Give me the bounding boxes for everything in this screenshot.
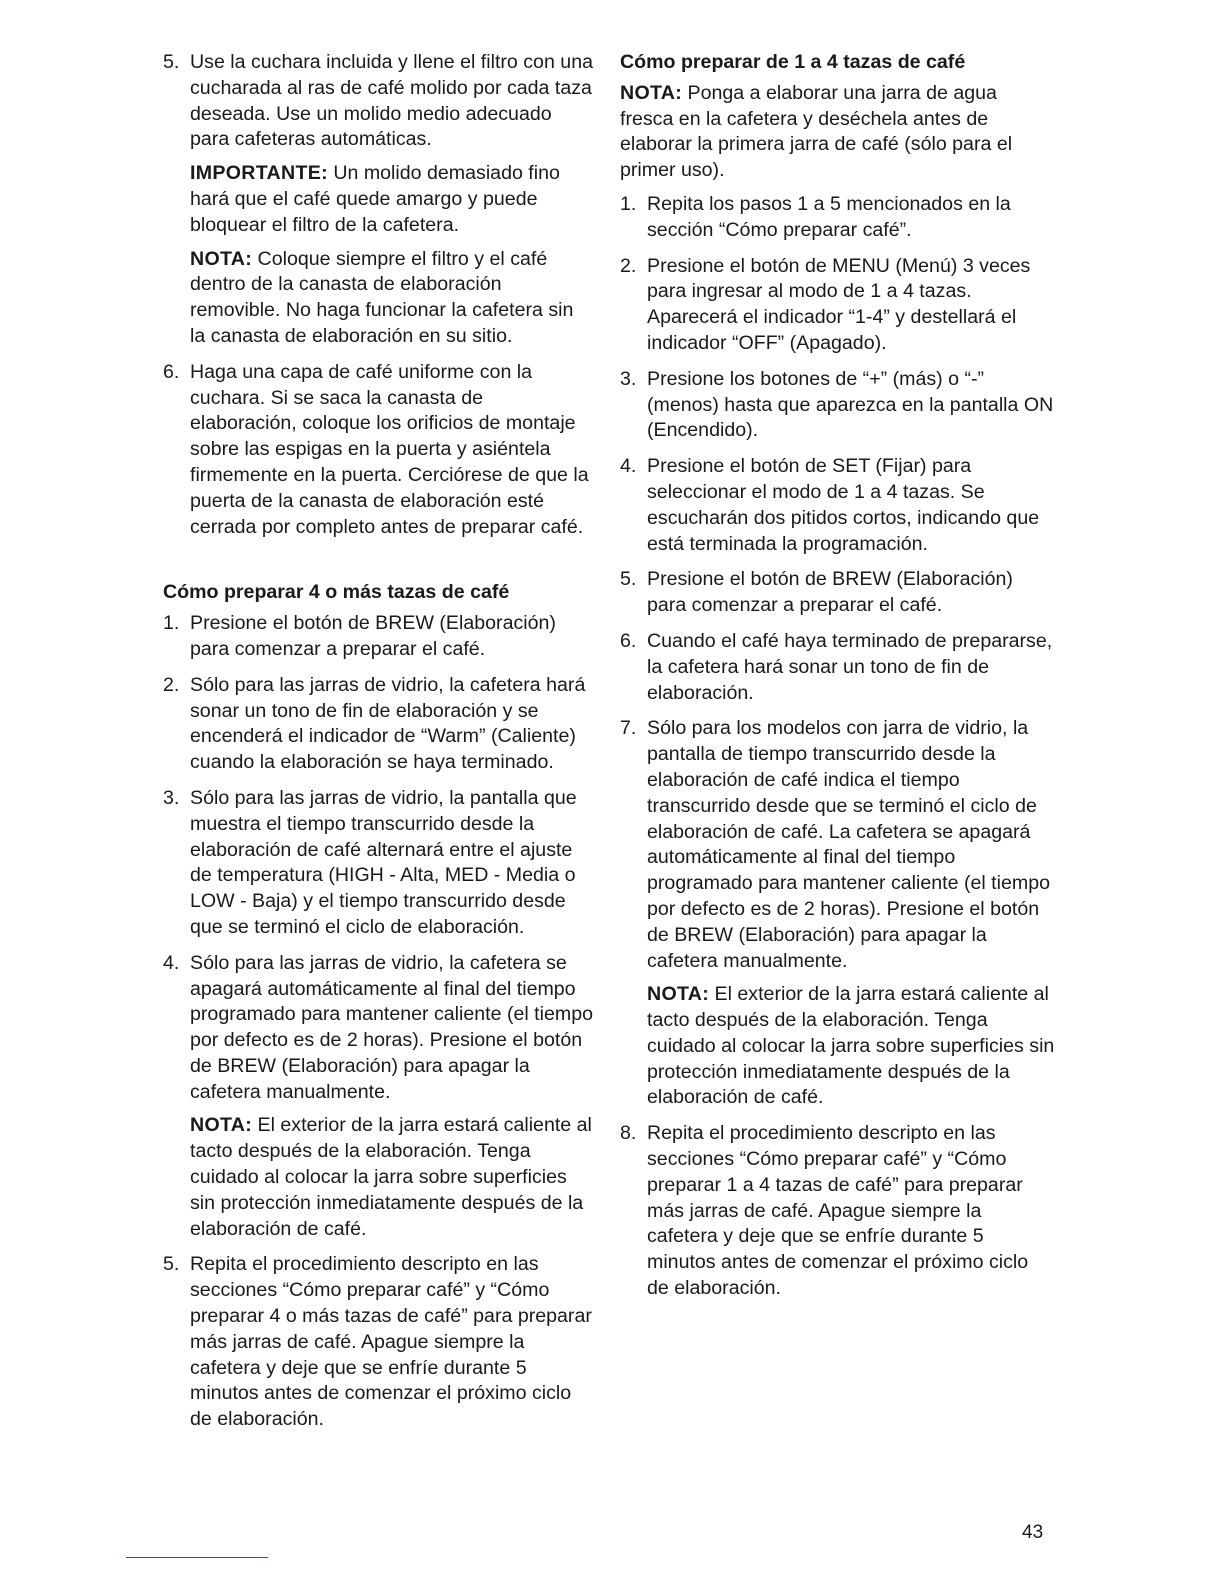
item-number: 1. xyxy=(163,612,180,635)
list-item xyxy=(163,786,593,941)
item-text: Presione el botón de BREW (Elaboración) para comenzar a preparar el café. xyxy=(190,612,556,660)
list-item xyxy=(163,1252,593,1433)
item-number: 6. xyxy=(620,629,637,652)
note-text: Ponga a elaborar una jarra de agua fresca en la cafetera y deséchela antes de elaborar la primera jarra de café (sólo para el primer uso). xyxy=(620,81,1013,182)
item-text: Presione los botones de “+” (más) o “-” (menos) hasta que aparezca en la pantalla ON (Encendido). xyxy=(647,367,1054,442)
item-number: 8. xyxy=(620,1122,637,1145)
list-item xyxy=(620,567,1055,619)
item-text: Presione el botón de SET (Fijar) para seleccionar el modo de 1 a 4 tazas. Se escucharán dos pitidos cortos, indicando que está terminada la programación. xyxy=(647,455,1040,555)
item-text: Sólo para las jarras de vidrio, la pantalla que muestra el tiempo transcurrido desde la elaboración de café alternará entre el ajuste de temperatura (HIGH - Alta, MED - Media o LOW - Baja) y el tiempo transcurrido desde que se terminó el ciclo de elaboración. xyxy=(190,786,577,938)
note-text: Coloque siempre el filtro y el café dentro de la canasta de elaboración removible. No haga funcionar la cafetera sin la canasta de elaboración en su sitio. xyxy=(190,247,574,347)
item-number: 2. xyxy=(620,254,637,277)
list-item xyxy=(163,50,593,350)
carafe-note xyxy=(190,1113,593,1242)
list-item xyxy=(620,367,1055,444)
section-heading-1-to-4-cups: Cómo preparar de 1 a 4 tazas de café xyxy=(620,51,966,73)
page-number: 43 xyxy=(1022,1522,1044,1543)
item-number: 5. xyxy=(620,568,637,591)
item-number: 4. xyxy=(620,455,637,478)
first-use-note xyxy=(620,81,1055,184)
basket-note xyxy=(190,247,593,350)
item-text: Repita el procedimiento descripto en las secciones “Cómo preparar café” y “Cómo preparar 4 o más tazas de café” para preparar más jarras de café. Apague siempre la cafetera y deje que se enfríe durante 5 minutos antes de comenzar el próximo ciclo de elaboración. xyxy=(190,1253,592,1431)
list-item xyxy=(163,360,593,541)
important-text: Un molido demasiado fino hará que el café quede amargo y puede bloquear el filtro de la cafetera. xyxy=(190,162,560,236)
carafe-note xyxy=(647,982,1055,1111)
item-text: Sólo para las jarras de vidrio, la cafetera hará sonar un tono de fin de elaboración y se encenderá el indicador de “Warm” (Caliente) cuando la elaboración se haya terminado. xyxy=(190,673,586,774)
list-item xyxy=(620,629,1055,706)
list-item xyxy=(620,254,1055,357)
item-number: 5. xyxy=(163,51,180,73)
item-number: 6. xyxy=(163,360,180,383)
note-label: NOTA: xyxy=(647,983,710,1006)
item-text: Presione el botón de MENU (Menú) 3 veces para ingresar al modo de 1 a 4 tazas. Aparecerá el indicador “1-4” y destellará el indicador “OFF” (Apagado). xyxy=(647,254,1031,354)
item-number: 5. xyxy=(163,1253,180,1276)
important-note xyxy=(190,161,593,238)
item-number: 1. xyxy=(620,192,637,215)
item-text: Presione el botón de BREW (Elaboración) para comenzar a preparar el café. xyxy=(647,568,1013,617)
item-number: 3. xyxy=(620,367,637,390)
note-text: El exterior de la jarra estará caliente al tacto después de la elaboración. Tenga cuidado al colocar la jarra sobre superficies sin protección inmediatamente después de la elaboración de café. xyxy=(647,983,1055,1109)
left-column xyxy=(163,50,593,1443)
list-item xyxy=(163,951,593,1243)
item-text: Use la cuchara incluida y llene el filtro con una cucharada al ras de café molido por cada taza deseada. Use un molido medio adecuado para cafeteras automáticas. xyxy=(190,51,593,151)
note-label: NOTA: xyxy=(620,81,683,104)
list-item xyxy=(620,716,1055,1111)
item-text: Repita el procedimiento descripto en las secciones “Cómo preparar café” y “Cómo preparar 1 a 4 tazas de café” para preparar más jarras de café. Apague siempre la cafetera y deje que se enfríe durante 5 minutos antes de comenzar el próximo ciclo de elaboración. xyxy=(647,1122,1029,1300)
list-item xyxy=(620,192,1055,244)
item-text: Sólo para los modelos con jarra de vidrio, la pantalla de tiempo transcurrido desde la elaboración de café indica el tiempo transcurrido desde que se terminó el ciclo de elaboración de café. La cafetera se apagará automáticamente al final del tiempo programado para mantener caliente (el tiempo por defecto es de 2 horas). Presione el botón de BREW (Elaboración) para apagar la cafetera manualmente. xyxy=(647,717,1050,972)
list-item xyxy=(163,673,593,776)
important-label: IMPORTANTE: xyxy=(190,162,328,185)
note-text: El exterior de la jarra estará caliente al tacto después de la elaboración. Tenga cuidado al colocar la jarra sobre superficies sin protección inmediatamente después de la elaboración de café. xyxy=(190,1114,592,1240)
item-text: Cuando el café haya terminado de prepararse, la cafetera hará sonar un tono de fin de elaboración. xyxy=(647,629,1053,704)
list-item xyxy=(620,1121,1055,1302)
footer-rule xyxy=(126,1557,268,1558)
item-text: Haga una capa de café uniforme con la cuchara. Si se saca la canasta de elaboración, coloque los orificios de montaje sobre las espigas en la puerta y asiéntela firmemente en la puerta. Cerciórese de que la puerta de la canasta de elaboración esté cerrada por completo antes de preparar café. xyxy=(190,360,589,538)
item-number: 4. xyxy=(163,951,180,974)
note-label: NOTA: xyxy=(190,247,253,270)
item-number: 2. xyxy=(163,673,180,696)
note-label: NOTA: xyxy=(190,1114,253,1137)
section-heading-4-or-more-cups: Cómo preparar 4 o más tazas de café xyxy=(163,581,510,604)
list-item xyxy=(163,611,593,663)
item-text: Sólo para las jarras de vidrio, la cafetera se apagará automáticamente al final del tiempo programado para mantener caliente (el tiempo por defecto es de 2 horas). Presione el botón de BREW (Elaboración) para apagar la cafetera manualmente. xyxy=(190,951,593,1103)
item-number: 3. xyxy=(163,786,180,809)
item-number: 7. xyxy=(620,717,637,740)
right-column xyxy=(620,50,1055,1312)
item-text: Repita los pasos 1 a 5 mencionados en la sección “Cómo preparar café”. xyxy=(647,192,1011,241)
list-item xyxy=(620,454,1055,557)
